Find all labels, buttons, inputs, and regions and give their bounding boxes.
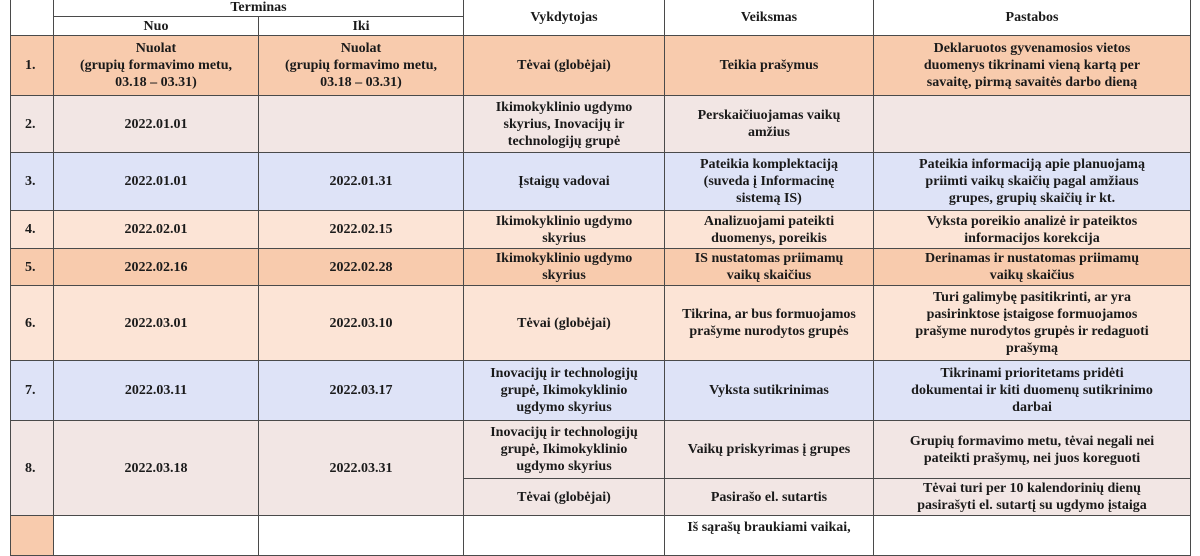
cell-pastabos [874, 516, 1191, 556]
row-number: 5. [11, 249, 54, 286]
header-vykdytojas: Vykdytojas [464, 0, 665, 36]
header-terminas: Terminas [54, 0, 464, 17]
cell-nuo: 2022.01.01 [54, 96, 259, 153]
cell-veiksmas: IS nustatomas priimamų vaikų skaičius [665, 249, 874, 286]
cell-pastabos [874, 96, 1191, 153]
cell-veiksmas: Perskaičiuojamas vaikų amžius [665, 96, 874, 153]
header-row [11, 0, 1191, 17]
cell-iki: Nuolat (grupių formavimo metu, 03.18 – 03.31) [259, 36, 464, 96]
row-number: 7. [11, 361, 54, 421]
cell-nuo: 2022.03.18 [54, 421, 259, 516]
cell-nuo: Nuolat (grupių formavimo metu, 03.18 – 03.31) [54, 36, 259, 96]
cell-pastabos: Turi galimybę pasitikrinti, ar yra pasirinktose įstaigose formuojamos prašyme nurodytos grupės ir redaguoti prašymą [874, 286, 1191, 361]
cell-iki: 2022.02.28 [259, 249, 464, 286]
cell-veiksmas: Analizuojami pateikti duomenys, poreikis [665, 211, 874, 249]
row-number [11, 516, 54, 556]
cell-veiksmas: Vaikų priskyrimas į grupes [665, 421, 874, 479]
cell-vykdytojas [464, 516, 665, 556]
row-number: 2. [11, 96, 54, 153]
table-row [11, 516, 1191, 556]
cell-pastabos: Pateikia informaciją apie planuojamą priimti vaikų skaičių pagal amžiaus grupes, grupių skaičių ir kt. [874, 153, 1191, 211]
table-row [11, 211, 1191, 249]
cell-veiksmas: Iš sąrašų braukiami vaikai, [665, 516, 874, 556]
row-number: 1. [11, 36, 54, 96]
cell-vykdytojas: Tėvai (globėjai) [464, 36, 665, 96]
row-number: 6. [11, 286, 54, 361]
cell-pastabos: Grupių formavimo metu, tėvai negali nei pateikti prašymų, nei juos koreguoti [874, 421, 1191, 479]
cell-iki: 2022.03.31 [259, 421, 464, 516]
header-iki: Iki [259, 17, 464, 36]
cell-vykdytojas: Ikimokyklinio ugdymo skyrius [464, 249, 665, 286]
cell-vykdytojas: Inovacijų ir technologijų grupė, Ikimokyklinio ugdymo skyrius [464, 421, 665, 479]
cell-veiksmas: Pasirašo el. sutartis [665, 479, 874, 516]
cell-iki [259, 516, 464, 556]
header-nuo: Nuo [54, 17, 259, 36]
table-row [11, 361, 1191, 421]
cell-veiksmas: Vyksta sutikrinimas [665, 361, 874, 421]
table-row [11, 286, 1191, 361]
cell-pastabos: Tėvai turi per 10 kalendorinių dienų pasirašyti el. sutartį su ugdymo įstaiga [874, 479, 1191, 516]
cell-veiksmas: Teikia prašymus [665, 36, 874, 96]
cell-iki: 2022.02.15 [259, 211, 464, 249]
cell-nuo: 2022.01.01 [54, 153, 259, 211]
header-pastabos: Pastabos [874, 0, 1191, 36]
row-number: 4. [11, 211, 54, 249]
cell-iki: 2022.03.10 [259, 286, 464, 361]
cell-pastabos: Vyksta poreikio analizė ir pateiktos informacijos korekcija [874, 211, 1191, 249]
cell-veiksmas: Pateikia komplektaciją (suveda į Informacinę sistemą IS) [665, 153, 874, 211]
cell-nuo: 2022.03.01 [54, 286, 259, 361]
header-veiksmas: Veiksmas [665, 0, 874, 36]
table-row [11, 249, 1191, 286]
cell-pastabos: Deklaruotos gyvenamosios vietos duomenys tikrinami vieną kartą per savaitę, pirmą savaitės darbo dieną [874, 36, 1191, 96]
table-row [11, 96, 1191, 153]
schedule-table [10, 0, 1191, 556]
table-row [11, 421, 1191, 479]
table-row [11, 153, 1191, 211]
cell-vykdytojas: Tėvai (globėjai) [464, 479, 665, 516]
cell-nuo: 2022.02.01 [54, 211, 259, 249]
cell-vykdytojas: Ikimokyklinio ugdymo skyrius, Inovacijų ir technologijų grupė [464, 96, 665, 153]
cell-vykdytojas: Ikimokyklinio ugdymo skyrius [464, 211, 665, 249]
cell-pastabos: Derinamas ir nustatomas priimamų vaikų skaičius [874, 249, 1191, 286]
cell-vykdytojas: Tėvai (globėjai) [464, 286, 665, 361]
cell-iki [259, 96, 464, 153]
cell-iki: 2022.03.17 [259, 361, 464, 421]
row-number: 3. [11, 153, 54, 211]
table-row [11, 36, 1191, 96]
cell-vykdytojas: Inovacijų ir technologijų grupė, Ikimokyklinio ugdymo skyrius [464, 361, 665, 421]
row-number: 8. [11, 421, 54, 516]
cell-vykdytojas: Įstaigų vadovai [464, 153, 665, 211]
header-num-cell [11, 0, 54, 36]
cell-nuo: 2022.02.16 [54, 249, 259, 286]
cell-veiksmas: Tikrina, ar bus formuojamos prašyme nurodytos grupės [665, 286, 874, 361]
cell-pastabos: Tikrinami prioritetams pridėti dokumentai ir kiti duomenų sutikrinimo darbai [874, 361, 1191, 421]
cell-nuo: 2022.03.11 [54, 361, 259, 421]
cell-nuo [54, 516, 259, 556]
cell-iki: 2022.01.31 [259, 153, 464, 211]
